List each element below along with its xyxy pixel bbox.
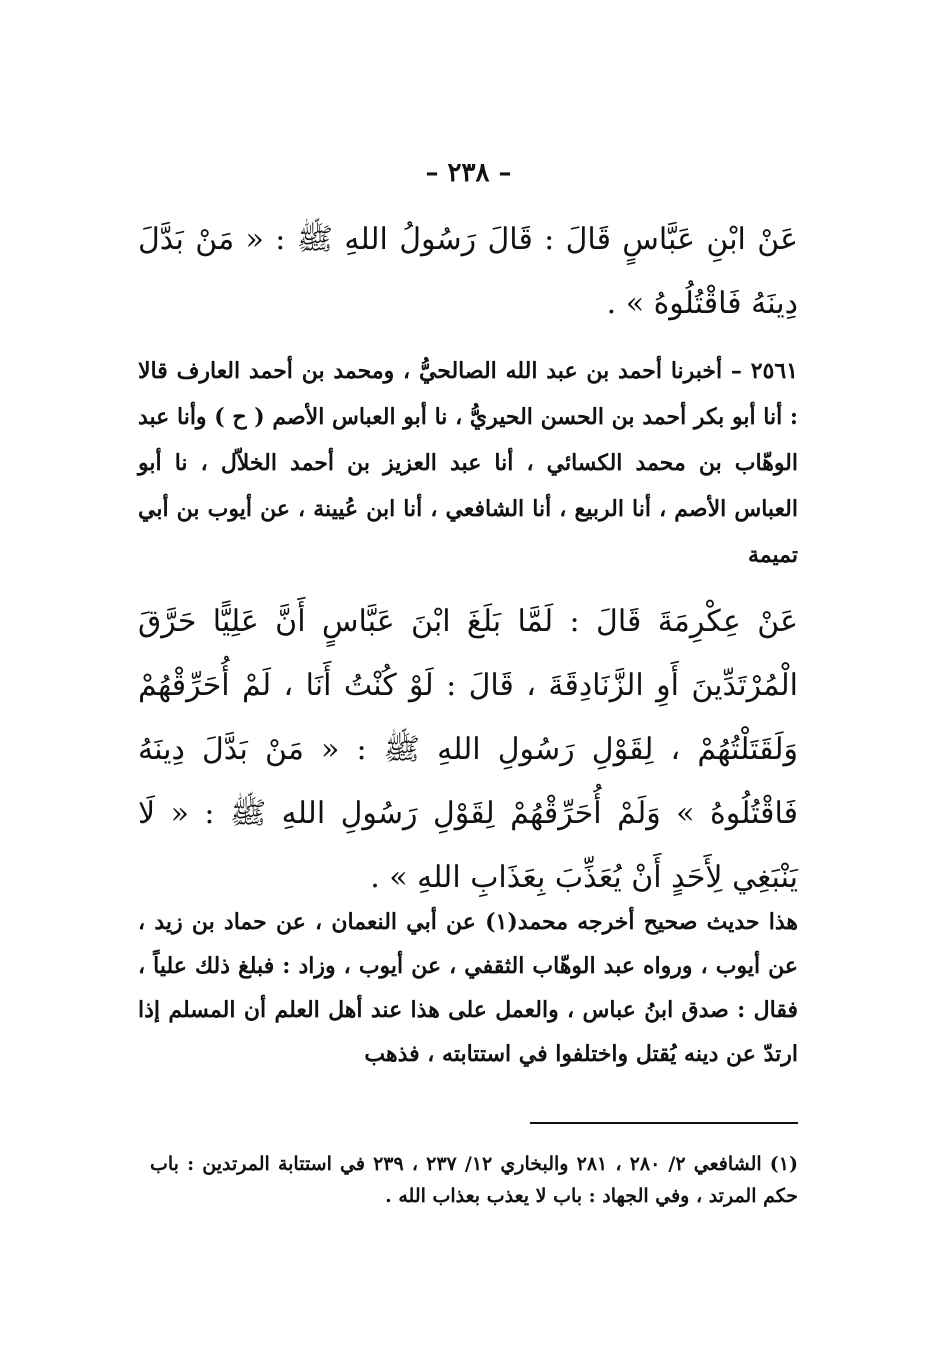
hadith-text-1: عَنْ ابْنِ عَبَّاسٍ قَالَ : قَالَ رَسُولُ اللهِ ﷺ : « مَنْ بَدَّلَ دِينَهُ فَاقْتُلُوهُ » .	[138, 222, 798, 321]
isnad-chain: ٢٥٦١ – أخبرنا أحمد بن عبد الله الصالحيُّ ، ومحمد بن أحمد العارف قالا : أنا أبو بكر أحمد بن الحسن الحيريُّ ، نا أبو العباس الأصم ( ح ) وأنا عبد الوهّاب بن محمد الكسائي ، أنا عبد العزيز بن أحمد الخلاّل ، نا أبو العباس الأصم ، أنا الربيع ، أنا الشافعي ، أنا ابن عُيينة ، عن أيوب بن أبي تميمة	[138, 358, 798, 568]
page-number: – ٢٣٨ –	[425, 158, 512, 188]
footnote: (١) الشافعي ٢/ ٢٨٠ ، ٢٨١ والبخاري ١٢/ ٢٣٧ ، ٢٣٩ في استتابة المرتدين : باب حكم المرتد ، وفي الجهاد : باب لا يعذب بعذاب الله .	[150, 1153, 798, 1207]
hadith-text-2: عَنْ عِكْرِمَةَ قَالَ : لَمَّا بَلَغَ ابْنَ عَبَّاسٍ أَنَّ عَلِيًّا حَرَّقَ الْمُرْتَدِّينَ أَوِ الزَّنَادِقَةَ ، قَالَ : لَوْ كُنْتُ أَنَا ، لَمْ أُحَرِّقْهُمْ وَلَقَتَلْتُهُمْ ، لِقَوْلِ رَسُولِ اللهِ ﷺ : « مَنْ بَدَّلَ دِينَهُ فَاقْتُلُوهُ » وَلَمْ أُحَرِّقْهُمْ لِقَوْلِ رَسُولِ اللهِ ﷺ : « لَا يَنْبَغِي لِأَحَدٍ أَنْ يُعَذِّبَ بِعَذَابِ اللهِ » .	[138, 604, 798, 895]
commentary-paragraph: هذا حديث صحيح أخرجه محمد(١) عن أبي النعمان ، عن حماد بن زيد ، عن أيوب ، ورواه عبد الوهّاب الثقفي ، عن أيوب ، وزاد : فبلغ ذلك علياً ، فقال : صدق ابنُ عباس ، والعمل على هذا عند أهل العلم أن المسلم إذا ارتدّ عن دينه يُقتل واختلفوا في استتابته ، فذهب	[138, 909, 798, 1067]
footnote-divider	[530, 1122, 798, 1124]
